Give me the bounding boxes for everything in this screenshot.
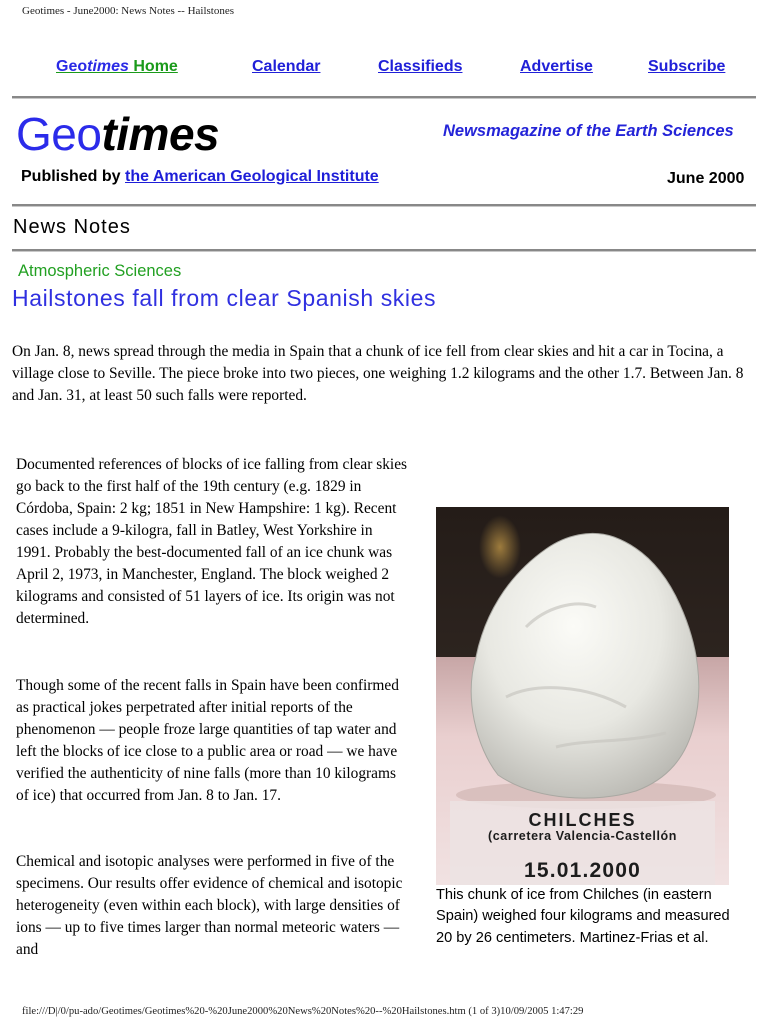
geotimes-logo [16,108,219,160]
published-by-label: Published by [21,168,126,185]
nav-home-times-text: times [87,58,129,75]
issue-date: June 2000 [667,170,745,187]
article-paragraph: Though some of the recent falls in Spain have been confirmed as practical jokes perpetrated after initial reports of the phenomenon — people froze large quantities of tap water and left the blocks of ice close to a public area or road — we have verified the authenticity of nine falls (more than 10 kilograms of ice) that occurred from Jan. 8 to Jan. 17. [16,677,399,804]
photo-caption: This chunk of ice from Chilches (in eastern Spain) weighed four kilograms and measured 20 by 26 centimeters. Martinez-Frias et al. [436,887,730,946]
divider-masthead [12,204,756,207]
photo-sign-location: CHILCHES [528,810,637,830]
nav-link-geotimes-home[interactable] [56,58,178,76]
divider-top [12,96,756,99]
article-paragraph: Documented references of blocks of ice falling from clear skies go back to the first half of the 19th century (e.g. 1829 in Córdoba, Spain: 2 kg; 1851 in New Hampshire: 1 kg). Recent cases include a 9-kilogra, fall in Batley, West Yorkshire in 1991. Probably the best-documented fall of an ice chunk was April 2, 1973, in Manchester, England. The block weighed 2 kilograms and consisted of 51 layers of ice. Its origin was not determined. [16,456,408,627]
photo-sign-road: (carretera Valencia-Castellón [487,829,677,843]
section-title: News Notes [13,216,131,238]
ice-chunk-shape [471,533,699,798]
photo-sign-date: 15.01.2000 [523,859,642,882]
divider-section [12,249,756,252]
nav-home-geo-text: Geo [56,58,88,75]
nav-link-advertise[interactable]: Advertise [520,58,593,75]
nav-link-classifieds[interactable]: Classifieds [378,58,463,75]
article-lead-paragraph: On Jan. 8, news spread through the media in Spain that a chunk of ice fell from clear skies and hit a car in Tocina, a village close to Seville. The piece broke into two pieces, one weighing 1.2 kilograms and the other 1.7. Between Jan. 8 and Jan. 31, at least 50 such falls were reported. [12,343,744,404]
nav-home-label: Home [128,58,178,75]
browser-tab-title: Geotimes - June2000: News Notes -- Hailstones [22,5,235,17]
published-by-line [21,168,379,186]
article-category: Atmospheric Sciences [18,262,182,280]
logo-geo-text: Geo [16,108,102,160]
nav-link-subscribe[interactable]: Subscribe [648,58,726,75]
top-navigation [0,58,768,80]
logo-times-text: times [101,108,220,160]
nav-link-calendar[interactable]: Calendar [252,58,321,75]
print-footer-path: file:///D|/0/pu-ado/Geotimes/Geotimes%20-%20June2000%20News%20Notes%20--%20Hailstones.htm (1 of 3)10/09/2005 1:47:29 [22,1006,584,1017]
article-headline: Hailstones fall from clear Spanish skies [12,285,437,311]
article-paragraph: Chemical and isotopic analyses were performed in five of the specimens. Our results offer evidence of chemical and isotopic heterogeneity (even within each block), with large densities of ions — up to five times larger than normal meteoric waters — and [16,853,403,958]
ice-chunk-photo [436,507,729,885]
publisher-link[interactable]: the American Geological Institute [125,168,379,185]
masthead-tagline: Newsmagazine of the Earth Sciences [443,122,734,140]
